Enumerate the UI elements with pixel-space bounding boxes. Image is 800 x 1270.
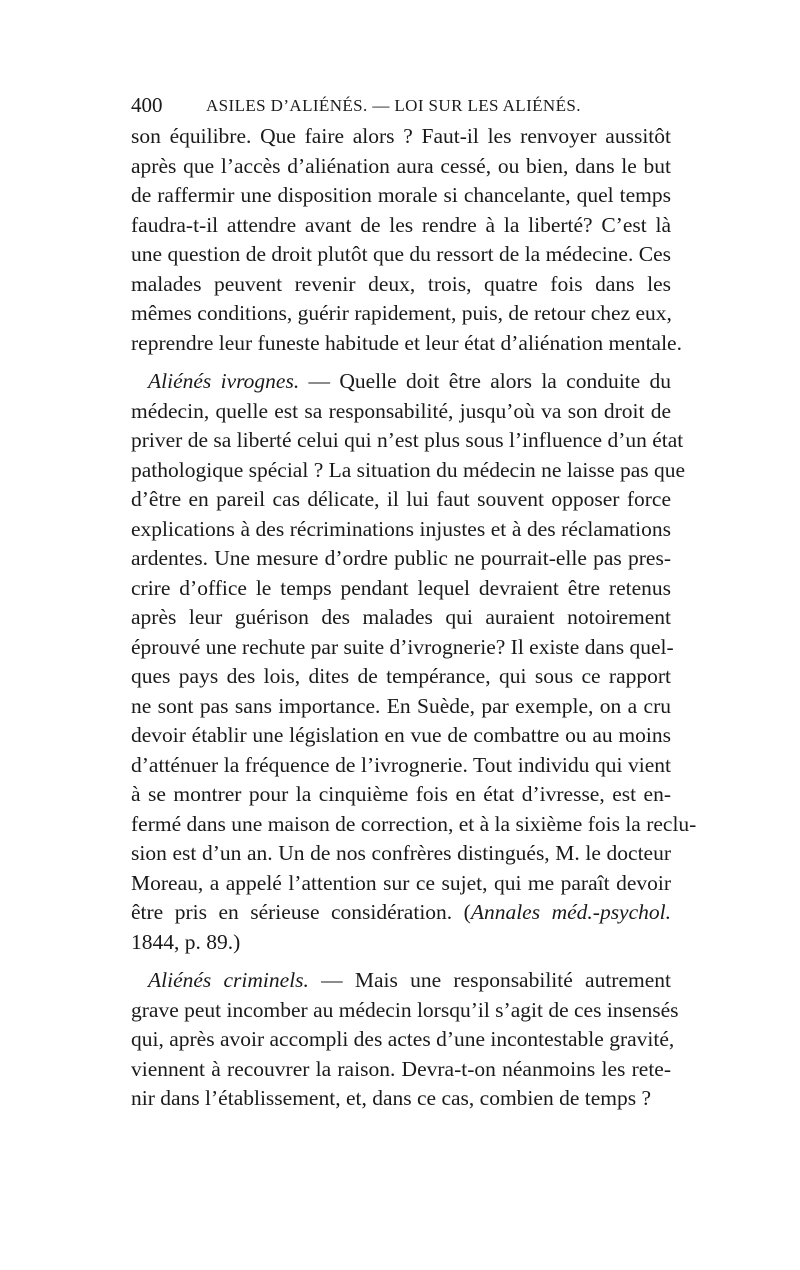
text-line: à se montrer pour la cinquième fois en état d’ivresse, est en- xyxy=(131,782,671,806)
running-title: ASILES D’ALIÉNÉS. — LOI SUR LES ALIÉNÉS. xyxy=(206,96,581,115)
text-line: mêmes conditions, guérir rapidement, puis, de retour chez eux, xyxy=(131,301,672,325)
text-line xyxy=(131,966,671,996)
text-line: médecin, quelle est sa responsabilité, jusqu’où va son droit de xyxy=(131,398,671,423)
text-run: — Mais une responsabilité autrement xyxy=(308,968,671,992)
paragraph-continuation xyxy=(131,122,682,358)
text-line: viennent à recouvrer la raison. Devra-t-on néanmoins les rete- xyxy=(131,1056,671,1081)
text-line: fermé dans une maison de correction, et à la sixième fois la reclu- xyxy=(131,811,697,836)
text-line xyxy=(131,367,671,397)
text-line: éprouvé une rechute par suite d’ivrognerie? Il existe dans quel- xyxy=(131,634,674,659)
running-header xyxy=(131,92,671,118)
text-line xyxy=(131,898,671,928)
text-line: une question de droit plutôt que du ressort de la médecine. Ces xyxy=(131,242,671,266)
text-line: ne sont pas sans importance. En Suède, par exemple, on a cru xyxy=(131,693,671,718)
text-line: qui, après avoir accompli des actes d’une incontestable gravité, xyxy=(131,1027,675,1051)
text-line: malades peuvent revenir deux, trois, quatre fois dans les xyxy=(131,271,671,296)
text-line: de raffermir une disposition morale si chancelante, quel temps xyxy=(131,183,671,207)
text-line: faudra-t-il attendre avant de les rendre à la liberté? C’est là xyxy=(131,212,671,237)
text-line: son équilibre. Que faire alors ? Faut-il les renvoyer aussitôt xyxy=(131,124,671,148)
text-line: crire d’office le temps pendant lequel devraient être retenus xyxy=(131,575,671,600)
paragraph-alienes-ivrognes xyxy=(131,367,697,957)
text-line: priver de sa liberté celui qui n’est plus sous l’influence d’un état xyxy=(131,428,684,452)
section-heading-italic: Aliénés ivrognes. xyxy=(148,369,300,393)
text-line: explications à des récriminations injustes et à des réclamations xyxy=(131,516,671,541)
text-run: être pris en sérieuse considération. ( xyxy=(131,900,471,924)
text-line: après que l’accès d’aliénation aura cessé, ou bien, dans le but xyxy=(131,153,671,178)
text-line: reprendre leur funeste habitude et leur état d’aliénation mentale. xyxy=(131,330,682,355)
page-number: 400 xyxy=(131,93,163,117)
text-run: — Quelle doit être alors la conduite du xyxy=(299,369,671,393)
text-line: grave peut incomber au médecin lorsqu’il s’agit de ces insensés xyxy=(131,997,679,1022)
text-line: nir dans l’établissement, et, dans ce cas, combien de temps ? xyxy=(131,1086,652,1110)
text-line: 1844, p. 89.) xyxy=(131,929,241,954)
text-line: ardentes. Une mesure d’ordre public ne pourrait-elle pas pres- xyxy=(131,546,671,570)
paragraph-alienes-criminels xyxy=(131,966,679,1114)
text-line: d’atténuer la fréquence de l’ivrognerie. Tout individu qui vient xyxy=(131,752,671,777)
text-line: d’être en pareil cas délicate, il lui faut souvent opposer force xyxy=(131,487,671,511)
body-text xyxy=(131,122,697,1114)
text-line: pathologique spécial ? La situation du médecin ne laisse pas que xyxy=(131,457,686,482)
text-line: devoir établir une législation en vue de combattre ou au moins xyxy=(131,723,671,747)
text-line: Moreau, a appelé l’attention sur ce sujet, qui me paraît devoir xyxy=(131,870,671,895)
citation-journal-italic: Annales méd.-psychol. xyxy=(470,900,671,924)
text-line: sion est d’un an. Un de nos confrères distingués, M. le docteur xyxy=(131,841,671,865)
text-line: ques pays des lois, dites de tempérance, qui sous ce rapport xyxy=(131,664,671,688)
section-heading-italic: Aliénés criminels. xyxy=(148,968,309,992)
text-line: après leur guérison des malades qui auraient notoirement xyxy=(131,605,671,629)
